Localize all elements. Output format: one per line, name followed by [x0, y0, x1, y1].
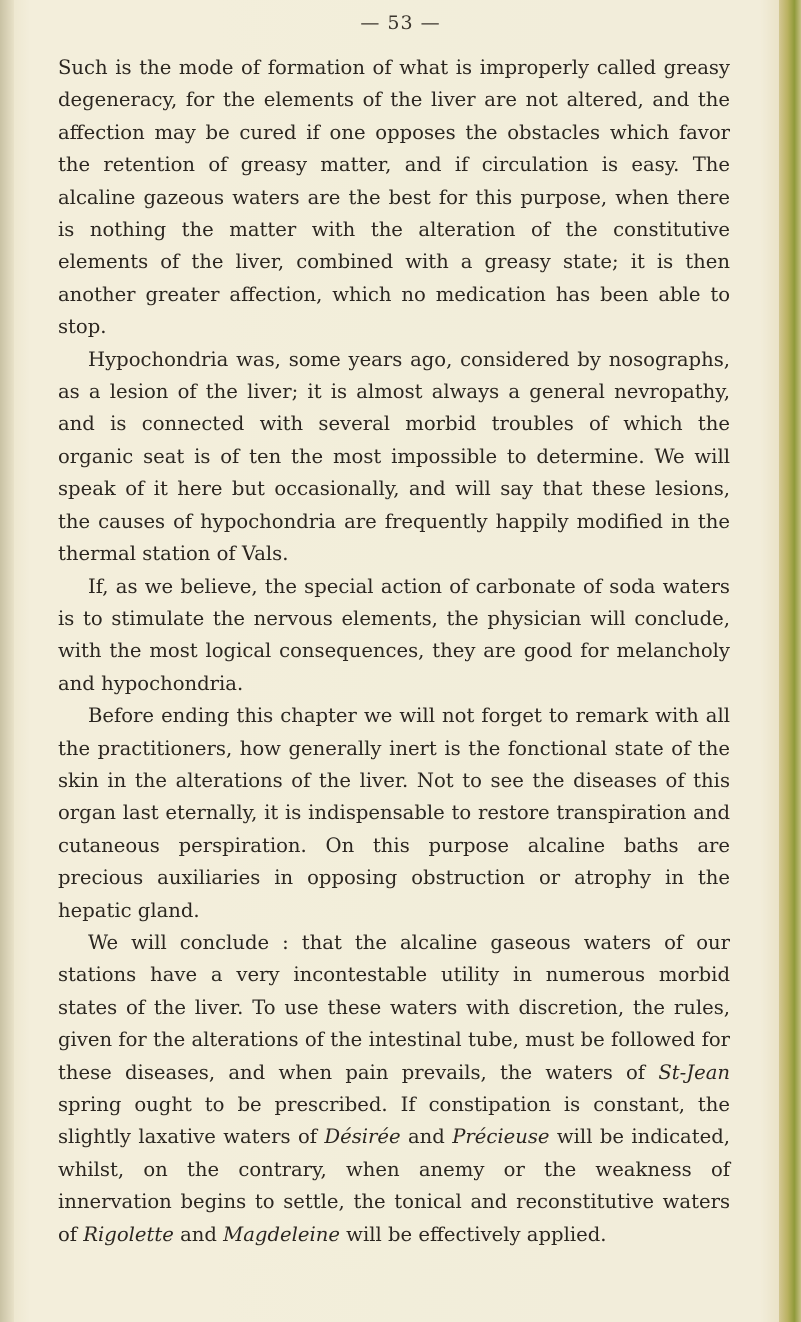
body-text	[58, 52, 730, 1251]
paragraph-5-text-4: will be indicated, whilst, on the contrary, when anemy or the weakness of innervation begins to settle, the tonical and reconstitutive waters of	[58, 1125, 730, 1246]
spring-name-rigolette: Rigolette	[83, 1222, 174, 1246]
paragraph-5-text-5: and	[173, 1222, 224, 1246]
spring-name-magdeleine: Magdeleine	[223, 1222, 340, 1246]
spring-name-st-jean: St-Jean	[658, 1060, 730, 1084]
paragraph-1: Such is the mode of formation of what is improperly called greasy degeneracy, for the elements of the liver are not altered, and the affection may be cured if one opposes the obstacles which favor the retention of greasy matter, and if circulation is easy. The alcaline gazeous waters are the best for this purpose, when there is nothing the matter with the alteration of the constitutive elements of the liver, combined with a greasy state; it is then another greater affection, which no medication has been able to stop.	[58, 56, 730, 339]
paragraph-2: Hypochondria was, some years ago, considered by nosographs, as a lesion of the liver; it is almost always a general nevropathy, and is connected with several morbid troubles of which the organic seat is of ten the most impossible to determine. We will speak of it here but occasionally, and will say that these lesions, the causes of hypochondria are frequently happily modified in the thermal station of Vals.	[58, 347, 730, 566]
paragraph-5-text-6: will be effectively applied.	[339, 1222, 607, 1246]
paragraph-5	[58, 927, 730, 1251]
paragraph-5-text-2: spring ought to be prescribed. If constipation is constant, the slightly laxative waters of	[58, 1093, 730, 1149]
binding-edge	[779, 0, 801, 1322]
paragraph-5-text-1: We will conclude : that the alcaline gaseous waters of our stations have a very incontestable utility in numerous morbid states of the liver. To use these waters with discretion, the rules, given for the alterations of the intestinal tube, must be followed for these diseases, and when pain prevails, the waters of	[58, 930, 730, 1084]
paragraph-5-text-3: and	[400, 1125, 453, 1149]
left-margin-shadow	[0, 0, 14, 1322]
spring-name-desiree: Désirée	[324, 1125, 401, 1149]
paragraph-3: If, as we believe, the special action of carbonate of soda waters is to stimulate the nervous elements, the physician will conclude, with the most logical consequences, they are good for melancholy and hypochondria.	[58, 574, 730, 695]
page-number: — 53 —	[360, 12, 441, 34]
spring-name-precieuse: Précieuse	[452, 1125, 550, 1149]
paragraph-4: Before ending this chapter we will not forget to remark with all the practitioners, how generally inert is the fonctional state of the skin in the alterations of the liver. Not to see the diseases of this organ last eternally, it is indispensable to restore transpiration and cutaneous perspiration. On this purpose alcaline baths are precious auxiliaries in opposing obstruction or atrophy in the hepatic gland.	[58, 704, 730, 922]
